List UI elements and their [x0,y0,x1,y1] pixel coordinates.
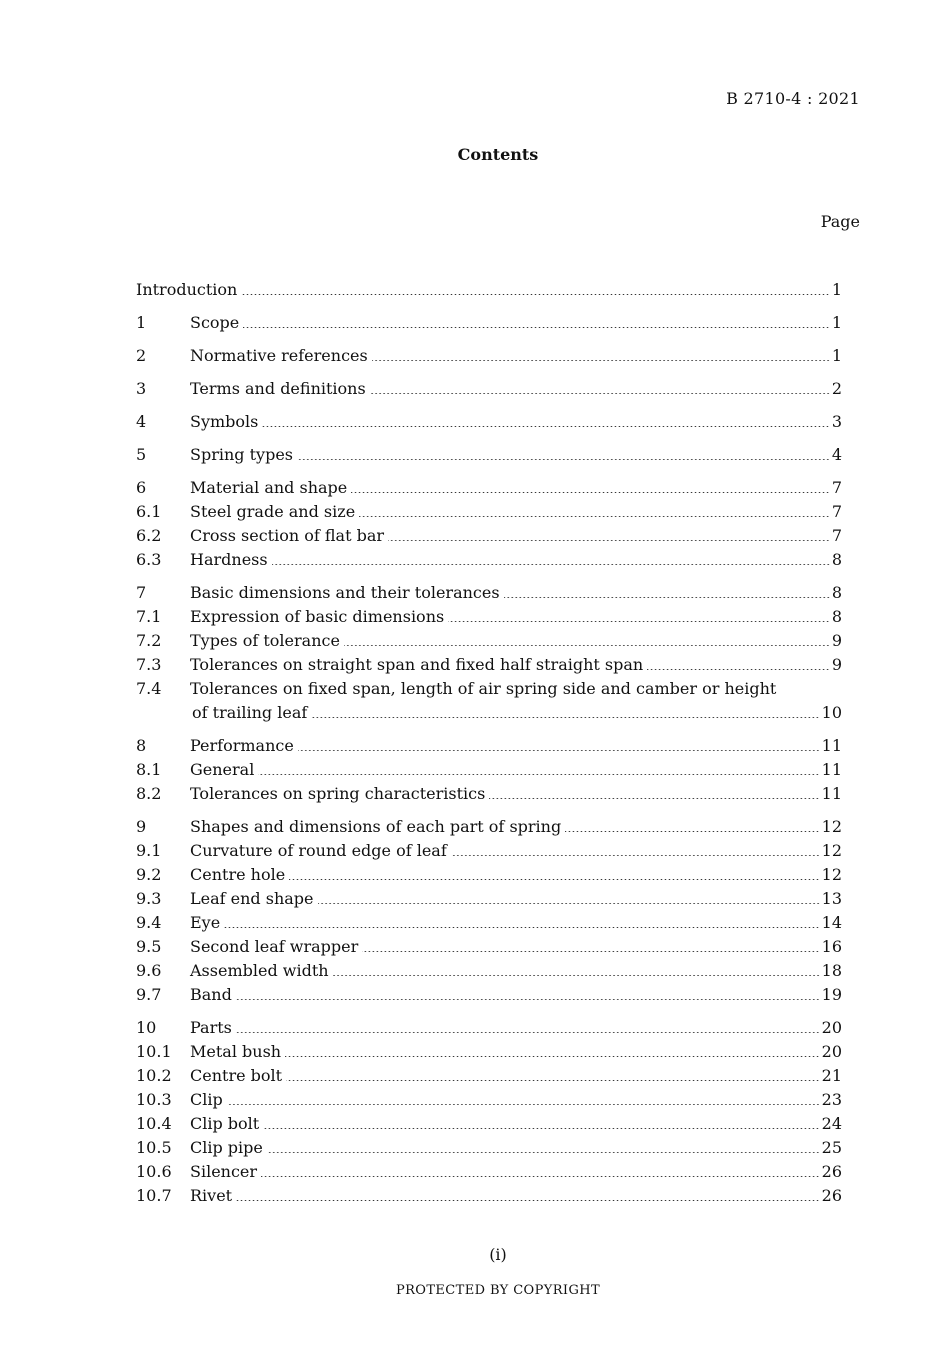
toc-group [136,1016,842,1208]
toc-entry-number: 8.2 [136,784,162,803]
toc-group [136,377,842,401]
toc-entry-number: 10.2 [136,1066,172,1085]
toc-entry[interactable] [136,410,842,434]
toc-entry-title: Types of tolerance [190,631,340,650]
toc-entry[interactable] [136,887,842,911]
toc-entry-title: Tolerances on fixed span, length of air spring side and camber or height [190,679,777,698]
toc-entry-page: 13 [821,889,842,908]
toc-entry-number: 6.2 [136,526,162,545]
toc-entry-page: 14 [821,913,842,932]
toc-entry-number: 7.3 [136,655,162,674]
dot-leader [333,975,820,976]
toc-entry-page: 12 [821,841,842,860]
toc-entry[interactable] [136,839,842,863]
toc-entry-number: 10.4 [136,1114,172,1133]
toc-group [136,344,842,368]
toc-entry-number: 6.1 [136,502,162,521]
toc-entry[interactable] [136,959,842,983]
toc-entry-number: 9.4 [136,913,162,932]
toc-entry-page: 18 [821,961,842,980]
toc-entry-title: Curvature of round edge of leaf [190,841,447,860]
toc-entry-title: Cross section of flat bar [190,526,385,545]
toc-entry[interactable] [136,863,842,887]
dot-leader [351,492,830,493]
dot-leader [318,903,820,904]
toc-entry[interactable] [136,377,842,401]
toc-entry[interactable] [136,524,842,548]
toc-entry[interactable] [136,758,842,782]
toc-entry-page: 9 [831,631,842,650]
toc-group [136,815,842,1007]
toc-entry-number: 10 [136,1018,157,1037]
toc-entry-title: Material and shape [190,478,348,497]
toc-entry-number: 9.2 [136,865,162,884]
toc-entry[interactable] [136,629,842,653]
toc-entry-page: 19 [821,985,842,1004]
dot-leader [224,927,819,928]
toc-entry-page: 8 [831,607,842,626]
toc-entry-number: 8.1 [136,760,162,779]
toc-entry-title: Hardness [190,550,268,569]
toc-entry-number: 6.3 [136,550,162,569]
toc-entry-page: 7 [831,502,842,521]
toc-entry-number: 7.1 [136,607,162,626]
toc-entry-title: Band [190,985,232,1004]
toc-entry-page: 8 [831,583,842,602]
toc-entry-page: 10 [821,703,842,722]
toc-entry[interactable] [136,443,842,467]
dot-leader [236,1032,820,1033]
toc-entry-number: 9.1 [136,841,162,860]
toc-entry-page: 23 [821,1090,842,1109]
toc-entry-continuation[interactable] [136,701,842,725]
toc-entry[interactable] [136,734,842,758]
toc-entry-title: Tolerances on spring characteristics [190,784,486,803]
dot-leader [263,1128,819,1129]
toc-entry[interactable] [136,605,842,629]
toc-entry[interactable] [136,1136,842,1160]
toc-entry-page: 20 [821,1042,842,1061]
toc-entry-title: Steel grade and size [190,502,356,521]
dot-leader [565,831,819,832]
dot-leader [262,426,829,427]
toc-entry-page: 8 [831,550,842,569]
toc-entry[interactable] [136,1016,842,1040]
dot-leader [311,717,819,718]
toc-entry-number: 4 [136,412,147,431]
dot-leader [243,327,830,328]
toc-entry-number: 3 [136,379,147,398]
toc-entry-title: Introduction [136,280,238,299]
dot-leader [388,540,830,541]
toc-entry[interactable] [136,911,842,935]
toc-entry-number: 7 [136,583,147,602]
dot-leader [359,516,830,517]
toc-entry-number: 5 [136,445,147,464]
toc-entry-number: 7.2 [136,631,162,650]
toc-entry-title: Centre bolt [190,1066,283,1085]
toc-entry-page: 16 [821,937,842,956]
toc-entry-page: 3 [831,412,842,431]
toc-entry-page: 9 [831,655,842,674]
toc-entry[interactable] [136,581,842,605]
toc-entry-number: 9.6 [136,961,162,980]
toc-entry-title: Leaf end shape [190,889,314,908]
page-column-label: Page [820,212,860,231]
dot-leader [362,951,819,952]
toc-group [136,581,842,725]
toc-entry-number: 10.7 [136,1186,172,1205]
dot-leader [370,393,830,394]
toc-entry-title: Second leaf wrapper [190,937,359,956]
toc-entry-page: 26 [821,1186,842,1205]
toc-entry[interactable] [136,653,842,677]
toc-entry-title-continuation: of trailing leaf [192,703,308,722]
toc-entry[interactable] [136,782,842,806]
dot-leader [448,621,830,622]
toc-entry-page: 1 [831,280,842,299]
toc-entry[interactable] [136,1112,842,1136]
toc-entry-page: 12 [821,865,842,884]
toc-entry-page: 12 [821,817,842,836]
toc-group [136,476,842,572]
toc-entry[interactable] [136,1064,842,1088]
toc-entry[interactable] [136,548,842,572]
toc-entry-title: Scope [190,313,240,332]
toc-group [136,311,842,335]
toc-entry-title: Parts [190,1018,232,1037]
dot-leader [285,1056,820,1057]
toc-entry-number: 9.5 [136,937,162,956]
toc-entry-page: 1 [831,313,842,332]
toc-entry-title: Clip [190,1090,223,1109]
toc-entry-title: Centre hole [190,865,286,884]
toc-entry-number: 6 [136,478,147,497]
toc-entry-title: Clip pipe [190,1138,263,1157]
toc-entry-number: 10.1 [136,1042,172,1061]
toc-entry[interactable] [136,1160,842,1184]
dot-leader [286,1080,820,1081]
toc-entry-number: 10.3 [136,1090,172,1109]
dot-leader [297,459,830,460]
toc-entry[interactable] [136,815,842,839]
toc-entry-page: 11 [821,736,842,755]
toc-entry-page: 11 [821,760,842,779]
dot-leader [289,879,819,880]
toc-entry-number: 9 [136,817,147,836]
copyright-notice: PROTECTED BY COPYRIGHT [395,1283,601,1298]
dot-leader [236,999,820,1000]
toc-entry-title: Normative references [190,346,368,365]
contents-title: Contents [457,145,539,164]
toc-entry[interactable] [136,476,842,500]
toc-entry[interactable] [136,1184,842,1208]
toc-entry-title: General [190,760,255,779]
toc-entry-page: 26 [821,1162,842,1181]
toc-entry[interactable] [136,344,842,368]
toc-entry-page: 2 [831,379,842,398]
toc-entry-title: Tolerances on straight span and fixed half straight span [190,655,644,674]
toc-entry-title: Symbols [190,412,259,431]
dot-leader [241,294,829,295]
toc-entry[interactable] [136,1040,842,1064]
toc-entry-page: 21 [821,1066,842,1085]
toc-entry-number: 1 [136,313,147,332]
toc-entry-title: Terms and definitions [190,379,366,398]
toc-entry-page: 11 [821,784,842,803]
toc-group [136,410,842,434]
toc-entry-page: 4 [831,445,842,464]
toc-entry[interactable] [136,1088,842,1112]
dot-leader [258,774,819,775]
dot-leader [489,798,819,799]
toc-entry-title: Metal bush [190,1042,282,1061]
toc-entry-title: Rivet [190,1186,233,1205]
toc-entry-page: 24 [821,1114,842,1133]
toc-group [136,443,842,467]
toc-entry[interactable] [136,935,842,959]
toc-entry-number: 7.4 [136,679,162,698]
toc-entry[interactable] [136,311,842,335]
toc-entry-title: Shapes and dimensions of each part of spring [190,817,562,836]
toc-entry-number: 8 [136,736,147,755]
dot-leader [298,750,820,751]
toc-entry-page: 25 [821,1138,842,1157]
toc-entry[interactable] [136,677,842,701]
toc-entry[interactable] [136,500,842,524]
toc-entry[interactable] [136,278,842,302]
dot-leader [272,564,830,565]
toc-entry-page: 7 [831,478,842,497]
toc-entry-number: 9.7 [136,985,162,1004]
toc-entry-page: 20 [821,1018,842,1037]
dot-leader [344,645,830,646]
dot-leader [647,669,830,670]
toc-entry-title: Expression of basic dimensions [190,607,445,626]
dot-leader [227,1104,820,1105]
dot-leader [261,1176,820,1177]
toc-entry-number: 10.6 [136,1162,172,1181]
toc-entry-number: 10.5 [136,1138,172,1157]
toc-entry-number: 9.3 [136,889,162,908]
toc-group [136,734,842,806]
toc-entry-title: Spring types [190,445,293,464]
toc-entry-title: Performance [190,736,294,755]
toc-entry-title: Silencer [190,1162,258,1181]
dot-leader [372,360,830,361]
toc-group [136,278,842,302]
toc-entry-title: Eye [190,913,221,932]
toc-entry-number: 2 [136,346,147,365]
dot-leader [504,597,830,598]
toc-entry-page: 1 [831,346,842,365]
toc-entry-title: Clip bolt [190,1114,260,1133]
toc-entry-title: Assembled width [190,961,329,980]
toc-entry-title: Basic dimensions and their tolerances [190,583,500,602]
document-code: B 2710-4 : 2021 [726,89,860,108]
page-number: (i) [489,1245,507,1264]
dot-leader [236,1200,820,1201]
table-of-contents [136,278,842,1217]
dot-leader [451,855,820,856]
toc-entry-page: 7 [831,526,842,545]
dot-leader [267,1152,820,1153]
toc-entry[interactable] [136,983,842,1007]
